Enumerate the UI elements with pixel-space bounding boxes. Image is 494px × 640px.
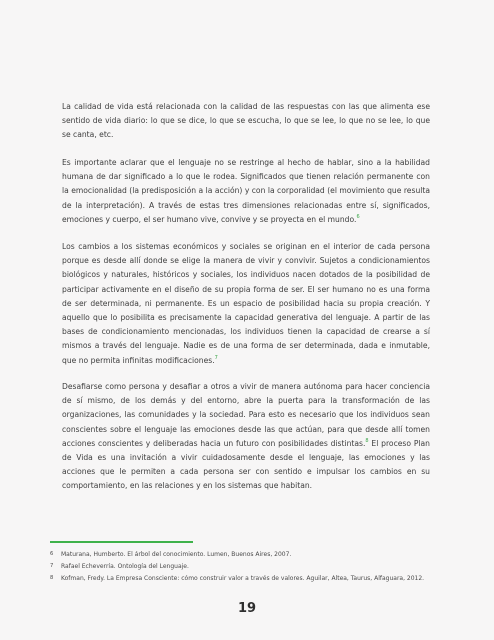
paragraph-3 bbox=[62, 240, 430, 368]
paragraph-1 bbox=[62, 100, 430, 143]
paragraph-1-text: La calidad de vida está relacionada con la calidad de las respuestas con las que alimenta ese sentido de vida diario: lo que se dice, lo que se escucha, lo que se lee, lo que no se lee, lo que se canta, etc. bbox=[62, 102, 430, 140]
footnote-8 bbox=[50, 573, 450, 585]
footnote-6-text: Maturana, Humberto. El árbol del conocimiento. Lumen, Buenos Aires, 2007. bbox=[61, 551, 292, 558]
footnote-separator bbox=[50, 541, 193, 543]
footnote-7-text: Rafael Echeverría. Ontología del Lenguaje. bbox=[61, 563, 189, 570]
paragraph-4 bbox=[62, 380, 430, 494]
footnote-ref-8[interactable]: 8 bbox=[365, 437, 369, 444]
footnote-8-text: Kofman, Fredy. La Empresa Consciente: cómo construir valor a través de valores. Aguilar, Altea, Taurus, Alfaguara, 2012. bbox=[61, 575, 425, 582]
paragraph-4-text-after: El proceso Plan de Vida es una invitación a vivir cuidadosamente desde el lenguaje, las emociones y las acciones que le permiten a cada persona ser con sentido e impulsar los cambios en su comportamiento, en las relaciones y en los sistemas que habitan. bbox=[62, 438, 430, 491]
paragraph-4-text: Desafiarse como persona y desafiar a otros a vivir de manera autónoma para hacer conciencia de sí mismo, de los demás y del entorno, abre la puerta para la transformación de las organizaciones, las comunidades y la sociedad. Para esto es necesario que los individuos sean conscientes sobre el lenguaje las emociones desde las que actúan, para que desde allí tomen acciones conscientes y deliberadas hacia un futuro con posibilidades distintas. bbox=[62, 382, 430, 448]
footnote-6 bbox=[50, 549, 450, 561]
footnote-7-number: 7 bbox=[50, 563, 54, 569]
footnote-8-number: 8 bbox=[50, 575, 54, 581]
paragraph-3-text: Los cambios a los sistemas económicos y sociales se originan en el interior de cada persona porque es desde allí donde se elige la manera de vivir y convivir. Sujetos a condicionamientos biológicos y naturales, históricos y sociales, los individuos nacen dotados de la posibilidad de participar activamente en el diseño de su propia forma de ser. El ser humano no es una forma de ser determinada, ni permanente. Es un espacio de posibilidad hacia su propia creación. Y aquello que lo posibilita es precisamente la capacidad generativa del lenguaje. A partir de las bases de condicionamiento mencionadas, los individuos tienen la capacidad de crearse a sí mismos a través del lenguaje. Nadie es de una forma de ser determinada, dada e inmutable, que no permita infinitas modificaciones. bbox=[62, 242, 430, 365]
footnote-ref-6[interactable]: 6 bbox=[356, 213, 360, 220]
page-number: 19 bbox=[237, 601, 257, 616]
footnote-ref-7[interactable]: 7 bbox=[214, 354, 218, 361]
footnote-7 bbox=[50, 561, 450, 573]
footnote-6-number: 6 bbox=[50, 551, 54, 557]
paragraph-2-text: Es importante aclarar que el lenguaje no se restringe al hecho de hablar, sino a la habilidad humana de dar significado a lo que le rodea. Significados que tienen relación permanente con la emocionalidad (la predisposición a la acción) y con la corporalidad (el movimiento que resulta de la interpretación). A través de estas tres dimensiones relacionadas entre sí, significados, emociones y cuerpo, el ser humano vive, convive y se proyecta en el mundo. bbox=[62, 158, 430, 224]
paragraph-2 bbox=[62, 156, 430, 227]
footnotes bbox=[50, 549, 450, 585]
